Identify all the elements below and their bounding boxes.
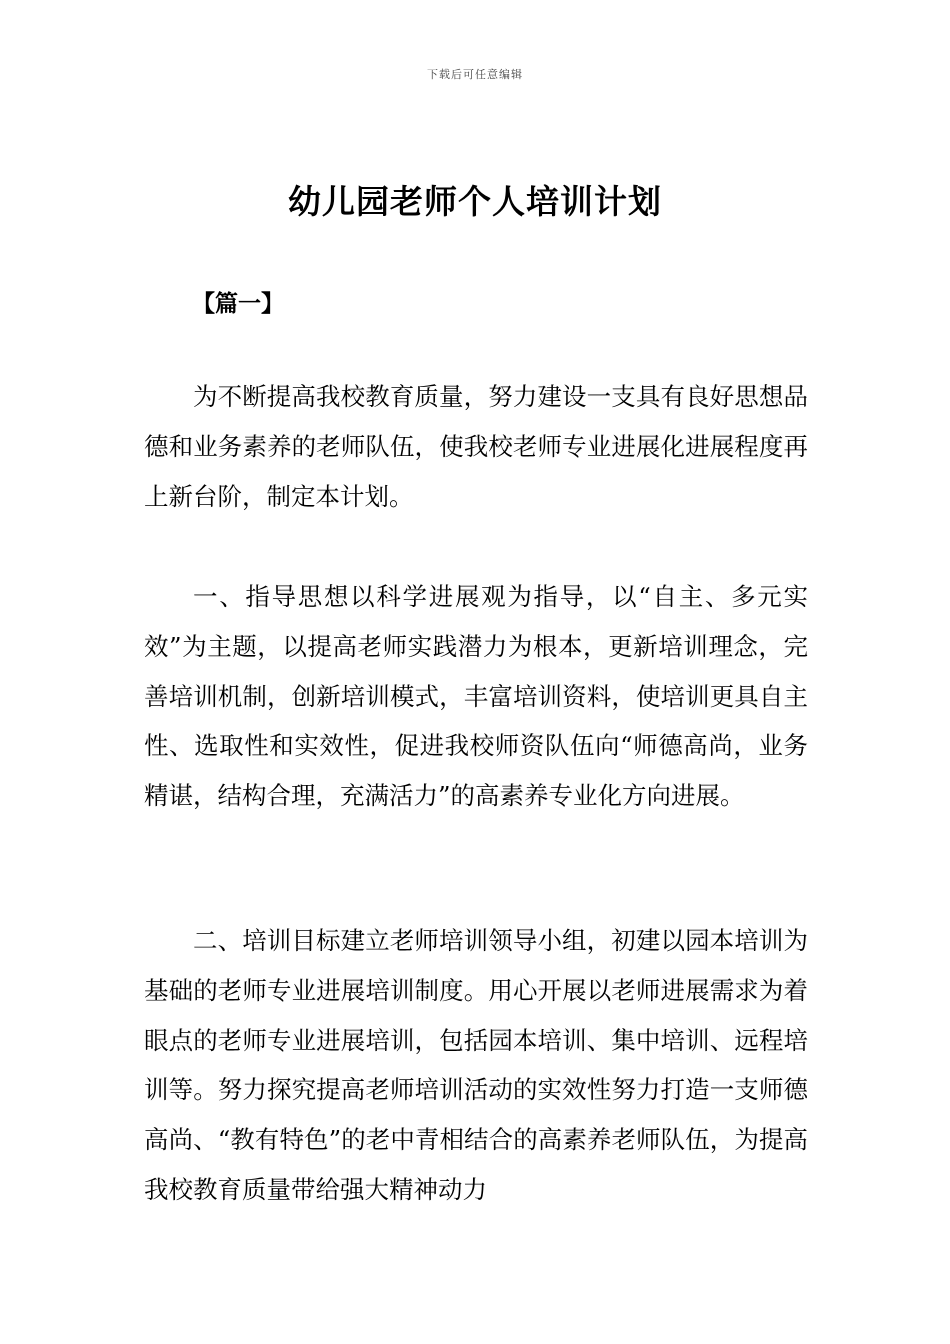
header-note: 下载后可任意编辑 xyxy=(427,68,523,81)
paragraph-guiding-ideology: 一、指导思想以科学进展观为指导，以“自主、多元实效”为主题，以提高老师实践潜力为根本，更新培训理念，完善培训机制，创新培训模式，丰富培训资料，使培训更具自主性、选取性和实效性，促进我校师资队伍向“师德高尚，业务精谌，结构合理，充满活力”的高素养专业化方向进展。 xyxy=(144,582,808,811)
section-label: 【篇一】 xyxy=(192,290,284,317)
document-title: 幼儿园老师个人培训计划 xyxy=(288,182,662,221)
paragraph-training-goals: 二、培训目标建立老师培训领导小组，初建以园本培训为基础的老师专业进展培训制度。用心开展以老师进展需求为着眼点的老师专业进展培训，包括园本培训、集中培训、远程培训等。努力探究提高老师培训活动的实效性努力打造一支师德高尚、“教有特色”的老中青相结合的高素养老师队伍，为提高我校教育质量带给强大精神动力 xyxy=(144,926,808,1204)
paragraph-intro: 为不断提高我校教育质量，努力建设一支具有良好思想品德和业务素养的老师队伍，使我校老师专业进展化进展程度再上新台阶，制定本计划。 xyxy=(144,382,808,511)
